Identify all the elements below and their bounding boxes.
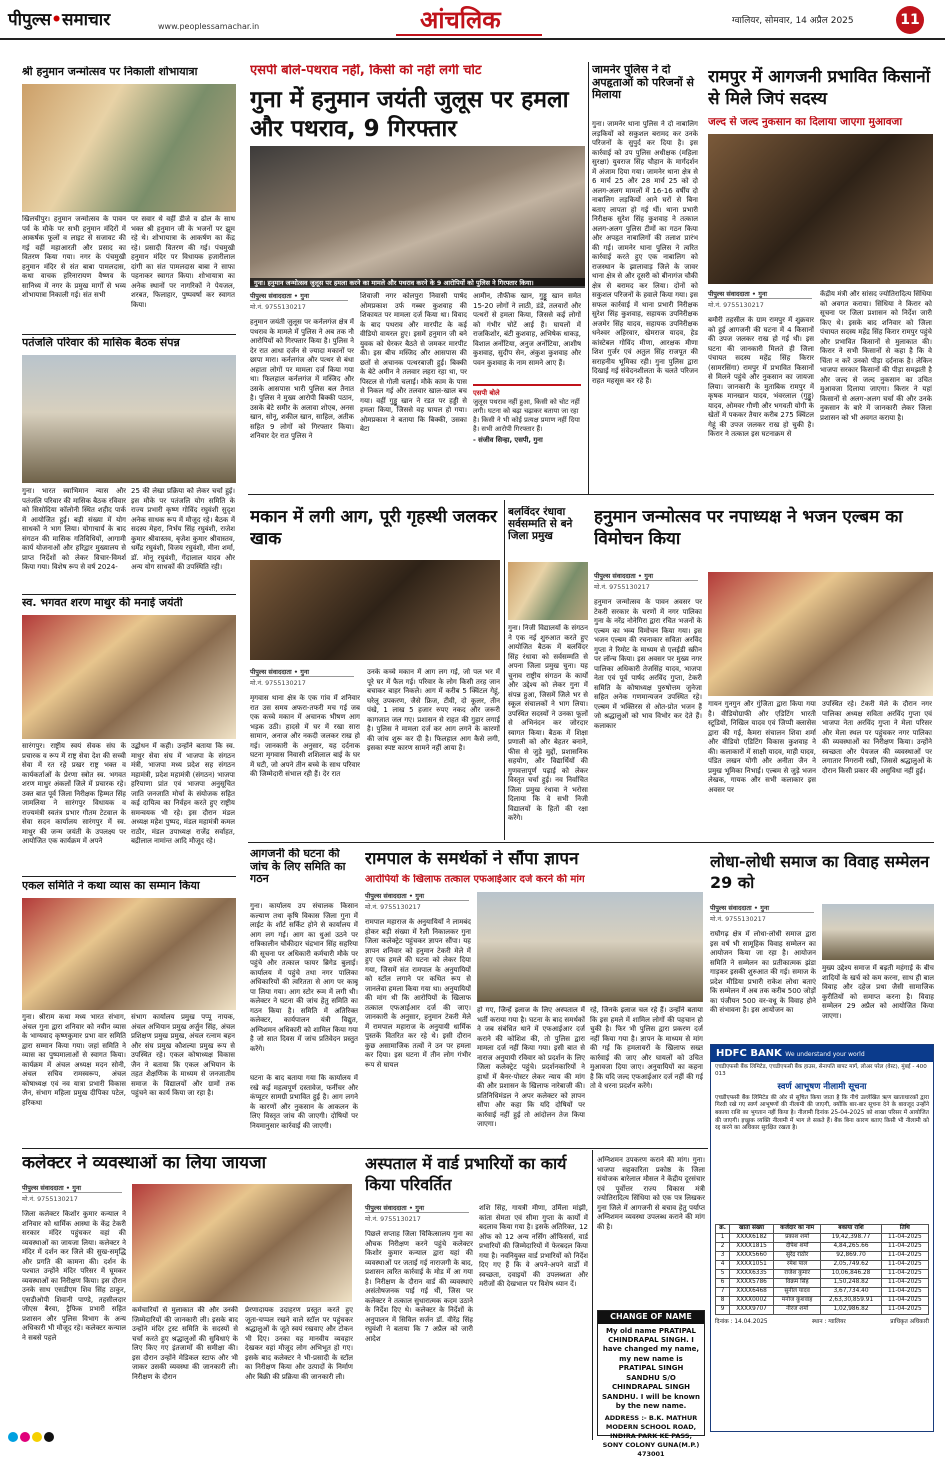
hdfc-title: स्वर्ण आभूषण नीलामी सूचना bbox=[777, 1081, 867, 1092]
lodha-col2: मुख्य उद्देश्य समाज में बढ़ती महंगाई के बीच शादियों के खर्च को कम करना, साथ ही बाल विवाह और दहेज प्रथा जैसी सामाजिक कुरीतियों को समाप्त करना है। विवाह सम्मेलन 29 अप्रैल को आयोजित किया जाएगा। bbox=[822, 964, 934, 1020]
fire-house-mobile: मो.नं. 9755130217 bbox=[250, 679, 306, 687]
table-row bbox=[716, 1269, 929, 1278]
table-cell: 19,42,398.77 bbox=[821, 1233, 881, 1242]
lodha-byline: पीपुल्स संवाददाता • गुना bbox=[710, 904, 814, 913]
bhajan-mobile: मो.नं. 9755130217 bbox=[594, 583, 650, 591]
table-cell: 92,869.70 bbox=[821, 1251, 881, 1260]
patanjali-text-right: 25 की लेखा प्रक्रिया को लेकर चर्चा हुई। इस मौके पर पतंजलि योग समिति के राज्य प्रभारी कृष्ण गोविंद रघुवंशी सुदृश अनेक साधक रूप में मौजूद रहे। बैठक में सदस्य मेहरा, निर्भय सिंह रघुवंशी, राजेश कुमार श्रीवास्तव, बृजेश कुमार श्रीवास्तव, धर्मेंद्र रघुवंशी, विजय रघुवंशी, मीना शर्मा, डॉ. मोनू रघुवंशी, गेंदालाल यादव और अन्य योग साधकों की उपस्थिति रही। bbox=[131, 487, 235, 572]
table-cell: दीपेश शर्मा bbox=[773, 1242, 821, 1251]
table-cell: 9 bbox=[716, 1305, 730, 1314]
table-cell: मनोज कुशवाह bbox=[773, 1296, 821, 1305]
table-cell: 11-04-2025 bbox=[881, 1287, 928, 1296]
table-cell: XXXX0002 bbox=[730, 1296, 774, 1305]
table-cell: सुरेंद्र राठौर bbox=[773, 1251, 821, 1260]
shobhayatra-photo bbox=[22, 84, 236, 212]
aagjani-committee-text: गुना। कार्यालय उप संचालक किसान कल्याण तथा कृषि विकास जिला गुना में लाईट के शॉर्ट सर्किट होने से कार्यालय में आग लग गई। आग का धुआं उठने पर रात्रिकालीन चौकीदार चंद्रभान सिंह सहरिया की सूचना पर अधिकारी कर्मचारी मौके पर पहुंचे और तत्काल फायर ब्रिगेड बुलाई। कार्यालय में पहुंचे तथा नगर पालिका अधिकारियों की त्वरितता से आग पर काबू पा लिया गया। आग स्टोर रूम में लगी थी। कलेक्टर ने घटना की जांच हेतु समिति का गठन किया है। समिति में अतिरिक्त कलेक्टर, कार्यपालन यंत्री विद्युत, अग्निशमन अधिकारी को शामिल किया गया है जो सात दिवस में जांच प्रतिवेदन प्रस्तुत करेंगे। bbox=[250, 902, 358, 1053]
hdfc-table-body bbox=[716, 1233, 929, 1314]
patanjali-photo bbox=[22, 355, 236, 483]
hospital-col2: शशि सिंह, गायत्री मीणा, उर्मिला मांझी, कांता सेमता एवं सीमा गुप्ता के कार्यों में बदलाव किया गया है। इसके अतिरिक्त, 12 ऑफ को 12 अन्य नर्सिंग ऑफिसर्स, वार्ड प्रभारियों की जिम्मेदारियों में फेरबदल किया गया है। नवनियुक्त वार्ड प्रभारियों को निर्देश दिए गए हैं कि वे अपने-अपने वार्डों में स्वच्छता, दवाइयों की उपलब्धता और मरीजों की देखभाल पर विशेष ध्यान दें। bbox=[479, 1204, 588, 1289]
bhajan-col3: उपस्थित रहे। टेकरी मेले के दौरान नगर पालिका अध्यक्ष सविता अरविंद गुप्ता एवं भाजपा नेता अरविंद गुप्ता ने मेला परिसर और मेला स्थल पर पहुंचकर नगर पालिका की व्यवस्थाओं का निरीक्षण किया। उन्होंने स्वच्छता और पेयजल की व्यवस्थाओं पर लगातार निगरानी रखी, जिससे श्रद्धालुओं के दौरान किसी प्रकार की असुविधा नहीं हुई। bbox=[822, 700, 932, 775]
website-url[interactable]: www.peoplessamachar.in bbox=[158, 22, 260, 31]
patanjali-headline: पतंजलि परिवार की मासिक बैठक संपन्न bbox=[22, 337, 180, 349]
rampal-col3: रहे, जिनके इलाज चल रहे हैं। उन्होंने बताया कि इस हमले में शामिल लोगों की पहचान हो चुकी है। फिर भी पुलिस द्वारा प्रकरण दर्ज नहीं किया गया है। ज्ञापन के माध्यम से मांग की गई कि हमलावरों के खिलाफ सख्त कार्रवाई की जाए और घायलों को उचित मुआवजा दिया जाए। अनुयायियों का कहना है कि यदि जल्द एफआईआर दर्ज नहीं की गई तो वे धरना प्रदर्शन करेंगे। bbox=[590, 1006, 703, 1091]
quote-source: एसपी बोले bbox=[473, 389, 500, 397]
aagjani-committee-headline: आगजनी की घटना की जांच के लिए समिति का गठन bbox=[250, 848, 346, 886]
table-cell: 1,50,248.82 bbox=[821, 1278, 881, 1287]
aagjani-committee-text2: घटना के बाद बताया गया कि कार्यालय में रखे कई महत्वपूर्ण दस्तावेज, फर्नीचर और कंप्यूटर सामग्री प्रभावित हुई है। आग लगने के कारणों और नुकसान के आकलन के लिए विस्तृत जांच की जाएगी। दोषियों पर नियमानुसार कार्रवाई की जाएगी। bbox=[250, 1074, 358, 1130]
guna-lead-byline: पीपुल्स संवाददाता • गुना bbox=[250, 292, 348, 301]
mathur-headline: स्व. भगवत शरण माथुर की मनाई जयंती bbox=[22, 597, 183, 609]
rampur-headline: रामपुर में आगजनी प्रभावित किसानों से मिले जिपं सदस्य bbox=[708, 67, 931, 110]
table-cell: 11-04-2025 bbox=[881, 1233, 928, 1242]
hospital-byline: पीपुल्स संवाददाता • गुना bbox=[365, 1204, 469, 1213]
table-cell: XXXX1051 bbox=[730, 1260, 774, 1269]
change-of-name-body: My old name PRATIPAL CHINDRAPAL SINGH. I have changed my name, my new name is PRATIPAL SINGH SANDHU S/O CHINDRAPAL SINGH SANDHU. I will be known by the new name. bbox=[602, 1326, 701, 1411]
table-cell: सुनील यादव bbox=[773, 1287, 821, 1296]
print-registration-mark bbox=[20, 1432, 30, 1442]
collector-text-right: प्रेरणादायक उदाहरण प्रस्तुत करते हुए जूता-चप्पल रखने वाले स्टॉल पर पहुंचकर श्रद्धालुओं के जूते स्वयं रखवाए और टोकन भी दिए। उनका यह मानवीय व्यवहार देखकर वहां मौजूद लोग अभिभूत हो गए। इसके बाद कलेक्टर ने भी-प्रसादी के स्टॉल का निरीक्षण किया और उत्पादों के निर्माण और बिक्री की प्रक्रिया की जानकारी ली। bbox=[245, 1306, 353, 1381]
hdfc-footer bbox=[711, 1317, 933, 1329]
hdfc-table-wrap bbox=[711, 1222, 933, 1317]
rampal-mobile: मो.नं. 9755130217 bbox=[365, 903, 421, 911]
table-cell: 11-04-2025 bbox=[881, 1278, 928, 1287]
jamner-text: गुना। जामनेर थाना पुलिस ने दो नाबालिग लड़कियों को सकुशल बरामद कर उनके परिजनों के सुपुर्द कर दिया है। इस कार्रवाई को उप पुलिस अधीक्षक (महिला सुरक्षा) युवराज सिंह चौहान के मार्गदर्शन में अंजाम दिया गया। जामनेर थाना क्षेत्र से 6 मार्च 25 और 28 मार्च 25 को दो अलग-अलग मामलों में 16-16 वर्षीय दो नाबालिग लड़कियों आने घरों से बिना बताए लापता हो गई थीं। थाना प्रभारी निरीक्षक सुरेश सिंह कुशवाह ने तत्काल अलग-अलग पुलिस टीमों का गठन किया और अपहृत नाबालिगों की तलाश प्रारंभ की गई। जामनेर थाना पुलिस ने त्वरित कार्रवाई करते हुए एक नाबालिग को राजस्थान के झालावाड़ जिले के जावर थाना क्षेत्र से और दूसरी को बीनागंज चौकी क्षेत्र से बरामद कर लिया। दोनों को सकुशल परिजनों के हवाले किया गया। इस सफल कार्रवाई में थाना प्रभारी निरीक्षक सुरेश सिंह कुशवाह, सहायक उपनिरीक्षक अजमेर सिंह यादव, सहायक उपनिरीक्षक धनेश्वर अहिरवार, खेमराज यादव, हेड कांस्टेबल गोविंद मीणा, आरक्षक मीणा शिश गुर्जर एवं अतुल सिंह राजपूत की सराहनीय भूमिका रही। गुना पुलिस द्वारा दिखाई गई संवेदनशीलता के चलते परिजन राहत महसूस कर रहे हैं। bbox=[592, 120, 698, 385]
rampur-byline: पीपुल्स संवाददाता • गुना bbox=[708, 290, 812, 299]
table-cell: 3,67,734.40 bbox=[821, 1287, 881, 1296]
table-cell: 11-04-2025 bbox=[881, 1296, 928, 1305]
rampur-photo bbox=[708, 134, 933, 284]
balvinder-text: गुना। निजी विद्यालयों के संगठन ने एक नई शुरुआत करते हुए आयोजित बैठक में बलविंदर सिंह रंधावा को सर्वसम्मति से अपना जिला प्रमुख चुना। यह चुनाव राष्ट्रीय संगठन के कार्यों और उद्देश्य को लेकर गुना में संपन्न हुआ, जिसमें जिले भर से स्कूल संचालकों ने भाग लिया। उपस्थित सदस्यों ने उनका फूलों से अभिनंदन कर जोरदार स्वागत किया। बैठक में शिक्षा प्रणाली को और बेहतर बनाने, फीस से जुड़े मुद्दों, प्रशासनिक सहयोग, और विद्यार्थियों की गुणवत्तापूर्ण पढ़ाई को लेकर विस्तृत चर्चा हुई। नव निर्वाचित जिला प्रमुख रंधावा ने भरोसा दिलाया कि वे सभी निजी विद्यालयों के हितों की रक्षा करेंगे। bbox=[508, 624, 588, 823]
hdfc-table-header-cell: बकाया राशि bbox=[821, 1224, 881, 1233]
table-cell: XXXX9707 bbox=[730, 1305, 774, 1314]
table-row bbox=[716, 1233, 929, 1242]
hdfc-table-header-cell: क्र. bbox=[716, 1224, 730, 1233]
table-cell: 10,06,846.28 bbox=[821, 1269, 881, 1278]
bhajan-byline: पीपुल्स संवाददाता • गुना bbox=[594, 572, 698, 581]
hdfc-footer-date: दिनांक : 14.04.2025 bbox=[715, 1318, 768, 1325]
guna-lead-mobile: मो.नं. 9755130217 bbox=[250, 303, 306, 311]
guna-lead-kicker: एसपी बोले-पथराव नहीं, किसी को नहीं लगी चोट bbox=[250, 64, 482, 78]
collector-byline: पीपुल्स संवाददाता • गुना bbox=[22, 1184, 122, 1193]
mathur-photo bbox=[22, 615, 236, 739]
rampal-headline: रामपाल के समर्थकों ने सौंपा ज्ञापन bbox=[365, 850, 579, 869]
hospital-headline: अस्पताल में वार्ड प्रभारियों का कार्य किया परिवर्तित bbox=[365, 1154, 567, 1194]
fire-house-headline: मकान में लगी आग, पूरी गृहस्थी जलकर खाक bbox=[250, 507, 497, 550]
print-registration-mark bbox=[8, 1432, 18, 1442]
hdfc-address: एचडीएफसी बैंक लिमिटेड, एचडीएफसी बैंक हाउस, सेनापति बापट मार्ग, लोअर परेल (वेस्ट), मुंबई - 400 013 bbox=[715, 1064, 927, 1078]
guna-lead-col2: शिवाजी नगर कोलपुरा निवासी पार्षद ओमप्रकाश उर्फ गब्बर कुशवाह की शिकायत पर मामला दर्ज किया था। विवाद के बाद पथराव और मारपीट के कई वीडियो वायरल हुए। इसमें हनुमान जी बने युवक को घेरकर बैठते से जमकर मारपीट की। इस बीच मस्जिद और आसपास की छतों से अचानक पत्थरबाजी हुई। बिक्की के बेटे अमीन ने तलवार लहरा रहा था, पर पिस्टल से गोली चलाई। मौके काम के पास से निकल गई और तलवार खाल-खाल बच गया। वहीं गुड्डू खान ने रडत पर हड्डी से हमला किया, जिससे वह घायल हो गया। ओमप्रकाश ने बताया कि बिक्की, उसका बेटा bbox=[360, 292, 467, 434]
table-cell: नीरज शर्मा bbox=[773, 1305, 821, 1314]
collector-headline: कलेक्टर ने व्यवस्थाओं का लिया जायजा bbox=[22, 1154, 266, 1173]
table-cell: 5 bbox=[716, 1269, 730, 1278]
patanjali-text-left: गुना। भारत स्वाभिमान न्यास और पतंजलि परिवार की मासिक बैठक रविवार को सिसोदिया कॉलोनी स्थित शहीद पार्क में आयोजित हुई। बड़ी संख्या में योग साधकों ने भाग लिया। योगाचार्य के बाद संगठन की मासिक गतिविधियों, आगामी कार्य योजनाओं और हरिद्वार मुख्यालय से प्राप्त निर्देशों को लेकर विचार-विमर्श किया गया। विशेष रूप से वर्ष 2024- bbox=[22, 487, 126, 572]
hdfc-body: एचडीएफसी बैंक लिमिटेड की ओर से सूचित किया जाता है कि नीचे उल्लेखित ऋण खाताधारकों द्वारा गिरवी रखे गए स्वर्ण आभूषणों की नीलामी की जाएगी, क्योंकि बार-बार सूचना देने के बावजूद उन्होंने बकाया राशि का भुगतान नहीं किया है। नीलामी दिनांक 25-04-2025 को शाखा परिसर में आयोजित की जाएगी। इच्छुक व्यक्ति नीलामी में भाग ले सकते हैं। बैंक बिना कारण बताए किसी भी नीलामी को रद्द करने का अधिकार सुरक्षित रखता है। bbox=[715, 1094, 929, 1132]
table-cell: 1,02,986.82 bbox=[821, 1305, 881, 1314]
divider bbox=[248, 842, 934, 843]
shobhayatra-headline: श्री हनुमान जन्मोत्सव पर निकाली शोभायात्रा bbox=[22, 66, 198, 78]
guna-lead-col1: हनुमान जयंती जुलूस पर कर्नलगंज क्षेत्र में पथराव के मामले में पुलिस ने अब तक नौ आरोपियों को गिरफ्तार किया है। पुलिस ने देर रात आधा दर्जन से ज्यादा मकानों पर छापा मारा। कर्नलगंज और पत्थर से बंधा अहाता लोगों पर मामला दर्ज किया गया था। फिलहाल कर्नलगंज में मस्जिद और उसके आसपास भारी पुलिस बल तैनात है। पुलिस ने मुख्य आरोपी बिक्की पठान, उसके बेटे समीर के अलावा शोएब, अनस खान, सोनू, शकील खान, साहिल, अतीक सहित 9 लोगों को गिरफ्तार किया। शनिवार देर रात पुलिस ने bbox=[250, 318, 354, 441]
shobhayatra-text-left: खिलचीपुर। हनुमान जन्मोत्सव के पावन पर्व के मौके पर सभी हनुमान मंदिरों में आकर्षक फूलों व लाइट से सजावट की गई वहीं महाआरती और प्रसाद का वितरण किया गया। नगर के पंचमुखी हनुमान मंदिर से संत बाबा पामलदास, कथा वाचक हरिनारायण वैष्णव के सानिध्य में नगर के प्रमुख मार्गों से भव्य शोभायात्रा निकाली गई। संत सभी bbox=[22, 215, 126, 300]
ekal-text-right: संभाग कार्यालय प्रमुख पप्पू नायक, अंचल अभियान प्रमुख अर्जुन सिंह, अंचल प्रशिक्षण प्रमुख प्रमुख, अंचल रत्नाम बहन और संघ प्रमुख कौशल्या प्रमुख रूप से उपस्थित रहे। एकल कोषाध्यक्ष विकास जैन ने बताया कि एकल अभियान के तहत शैक्षणिक के माध्यम से जनजातीय समाज के विद्यालयों और ग्रामों तक पहुंचने का कार्य किया जा रहा है। bbox=[131, 1013, 235, 1098]
table-cell: रमेश पाल bbox=[773, 1260, 821, 1269]
quote-text: जुलूस पथराव नहीं हुआ, किसी को चोट नहीं लगी। घटना को बढ़ा चढ़ाकर बताया जा रहा है। किसी ने भी कोई प्रत्यक्ष प्रमाण नहीं दिया है। सभी आरोपी गिरफ्तार हैं। bbox=[473, 397, 580, 433]
dateline: ग्वालियर, सोमवार, 14 अप्रैल 2025 bbox=[732, 16, 854, 26]
table-cell: XXXX5660 bbox=[730, 1251, 774, 1260]
bhajan-photo bbox=[708, 572, 933, 696]
fire-awareness-text: अग्निशमन उपकरण कराने की मांग। गुना। भाजपा सहकारिता प्रकोष्ठ के जिला संयोजक बारेलाल मौसल ने केंद्रीय दूरसंचार एवं पूर्वोत्तर राज्य विकास मंत्री ज्योतिरादित्य सिंधिया को एक पत्र लिखकर गुना जिले में आगजनी से बचाव हेतु पर्याप्त अग्निशमन व्यवस्था उपलब्ध कराने की मांग की है। bbox=[597, 1156, 705, 1231]
table-cell: 11-04-2025 bbox=[881, 1242, 928, 1251]
ekal-text-left: गुना। श्रीराम कथा मध्य भारत संभाग, अंचल गुना द्वारा शनिवार को नवीन व्यास के भाग्यवाद कृष्णकुमार प्रभा वार समिति द्वारा सम्मान किया गया। जहां समिति ने व्यास का पुष्पमालाओं से स्वागत किया। कार्यक्रम में अंचल अध्यक्ष मदन सोनी, अंचल सचिव रामस्वरूप, अंचल कोषाध्यक्ष एवं नव यात्रा प्रभारी विकास जैन, संभाग महिला प्रमुख दीपिका पटेल, हरिकथा bbox=[22, 1013, 126, 1107]
hdfc-table-header-cell: खाता संख्या bbox=[730, 1224, 774, 1233]
table-cell: 6 bbox=[716, 1278, 730, 1287]
ekal-photo bbox=[22, 898, 236, 1010]
guna-lead-photo-caption: गुना। हनुमान जन्मोत्सव जुलूस पर हमला करने का मामले और पथराव करने के 9 आरोपियों को पुलिस ने गिरफ्तार किया। bbox=[250, 278, 585, 288]
hospital-mobile: मो.नं. 9755130217 bbox=[365, 1215, 421, 1223]
lodha-col1: राघौगढ़ क्षेत्र में लोधा-लोधी समाज द्वारा इस वर्ष भी सामूहिक विवाह सम्मेलन का आयोजन किया जा रहा है। आयोजन समिति ने सम्मेलन का प्रतीकात्मक झंडा गाड़कर इसकी शुरुआत की गई। समाज के प्रदेश मीडिया प्रभारी राकेश लोधा बताएं कि सम्मेलन में अब तक करीब 500 जोड़ों का पंजीयन 500 वर-वधू के विवाह होने की संभावना है। इस आयोजन का bbox=[710, 930, 816, 1015]
table-cell: 11-04-2025 bbox=[881, 1260, 928, 1269]
hdfc-table-header-cell: कर्जदार का नाम bbox=[773, 1224, 821, 1233]
table-cell: 4,84,265.66 bbox=[821, 1242, 881, 1251]
table-row bbox=[716, 1296, 929, 1305]
table-cell: XXXX5786 bbox=[730, 1278, 774, 1287]
table-cell: 2,05,749.62 bbox=[821, 1260, 881, 1269]
table-row bbox=[716, 1287, 929, 1296]
lodha-mobile: मो.नं. 9755130217 bbox=[710, 915, 766, 923]
lodha-headline: लोधा-लोधी समाज का विवाह सम्मेलन 29 को bbox=[710, 852, 930, 892]
divider bbox=[22, 334, 236, 335]
guna-lead-col3: आमीन, तौफीक खान, गुड्डू खान समेत 15-20 लोगों ने लाठी, डंडे, तलवारों और पत्थरों से हमला किया, जिससे कई लोगों को गंभीर चोटें आई हैं। घायलों में राजकिशोर, बंटी कुशवाह, अभिषेक धाकड़, विशाल अर्नोटिया, अनुज अर्नोटिया, आशीष कुशवाह, सुदीप सेन, अंकुश कुशवाह और पवन कुशवाह के नाम सामने आए हैं। bbox=[473, 292, 581, 367]
rampur-col2: केंद्रीय मंत्री और सांसद ज्योतिरादित्य सिंधिया को अवगत कराया। सिंधिया ने किरार को सूचना पर जिला प्रशासन को निर्देश जारी किए थे। इसके बाद शनिवार को जिला पंचायत सदस्य महेंद्र सिंह किरार रामपुर पहुंचे और प्रभावित किसानों से मुलाकात की। किरार ने सभी किसानों से कहा है कि वे चिंता न करें उनको पीड़ा दर्दनाक है। लेकिन भाजपा सरकार किसानों की पीड़ा समझती है और जल्द से जल्द नुकसान का उचित मुआवजा दिलाया जाएगा। किरार ने यहां किसानों से अलग-अलग चर्चा की और उनके नुकसान के बारे में जानकारी लेकर जिला प्रशासन को भी अवगत कराया है। bbox=[820, 290, 932, 422]
table-cell: 4 bbox=[716, 1260, 730, 1269]
rampur-mobile: मो.नं. 9755130217 bbox=[708, 301, 764, 309]
ekal-headline: एकल समिति ने कथा व्यास का सम्मान किया bbox=[22, 880, 200, 892]
table-row bbox=[716, 1278, 929, 1287]
hdfc-brand: HDFC BANK We understand your world bbox=[711, 1045, 933, 1062]
fire-house-photo bbox=[250, 560, 500, 660]
rampur-col1: बमौरी तहसील के ग्राम रामपुर में शुक्रवार को हुई आगजनी की घटना में 4 किसानों की उपज जलकर राख हो गई थी। इस घटना की जानकारी मिलते ही जिला पंचायत सदस्य महेंद्र सिंह किरार (सामरसिंगा) रामपुर में प्रभावित किसानों से मिलने पहुंचे और नुकसान का जायजा लिया। जानकारी के मुताबिक रामपुर में कृषक मानखान यादव, भंवरलाल (गुड्डू) यादव, ओमवर गौणी और भगवती योगी के खेतों में पककर तैयार करीब 275 क्विंटल गेहूं की उपज जलकर राख हो चुकी है। किरार ने तत्काल इस घटनाक्रम से bbox=[708, 316, 814, 439]
change-of-name-title: CHANGE OF NAME bbox=[598, 1311, 704, 1324]
shobhayatra-text-right: पर सवार थे वहीं डीजे व ढोल के साथ भक्त श्री हनुमान जी के भजनों पर झूम रहे थे। शोभायात्रा के आकर्षण का केंद्र रहे। प्रसादी वितरण की गई। पंचमुखी हनुमान मंदिर पर विधायक हजारीलाल दांगी का संत पामलदास बाबा ने साफा पहनाकर स्वागत किया। शोभायात्रा का अनेक स्थानों पर नागरिकों ने पेयजल, शरबत, फिलाहार, पुष्पवर्षा कर स्वागत किया। bbox=[131, 215, 235, 309]
column-rule bbox=[588, 62, 589, 494]
table-cell: राजेश कुमार bbox=[773, 1269, 821, 1278]
table-row bbox=[716, 1305, 929, 1314]
section-underline bbox=[396, 34, 542, 36]
mathur-text-left: सारंगपुर। राष्ट्रीय स्वयं सेवक संघ के प्रचारक व रूप में राष्ट्र सेवा देश की सच्ची सेवा में रत रहे प्रखर राष्ट्र भक्त व कार्यकर्ताओं के प्रेरणा स्त्रोत स्व. भगवत शरण माथुर अंकलों जिले में प्रचारक रहे। उक्त बात पूर्व जिला निरीक्षक हिम्मत सिंह जामलिया ने सारंगपुर विधायक व राज्यमंत्री स्वतंत्र प्रभार गौतम टेटवाल के सेवा सदन कार्यालय सारंगपुर में स्व. माथुर की जन्म जयंती के उपलक्ष्य पर आयोजित एक कार्यक्रम में अपने bbox=[22, 742, 126, 846]
table-cell: विक्रम सिंह bbox=[773, 1278, 821, 1287]
page-number: 11 bbox=[896, 6, 924, 34]
table-cell: 8 bbox=[716, 1296, 730, 1305]
bhajan-headline: हनुमान जन्मोत्सव पर नपाध्यक्ष ने भजन एल्बम का विमोचन किया bbox=[594, 507, 903, 550]
divider bbox=[248, 494, 934, 495]
table-cell: 11-04-2025 bbox=[881, 1251, 928, 1260]
newspaper-logo: पीपुल्स•समाचार bbox=[8, 10, 111, 30]
table-cell: XXXX6182 bbox=[730, 1233, 774, 1242]
table-cell: XXXX1815 bbox=[730, 1242, 774, 1251]
rampal-col1: रामपाल महाराज के अनुयायियों ने लामबंद होकर बड़ी संख्या में रैली निकालकर गुना जिला कलेक्ट्रेट पहुंचकर ज्ञापन सौंपा। यह ज्ञापन शनिवार को हनुमान टेकरी मेले में हुए एक हमले की घटना को लेकर दिया गया, जिसमें संत रामपाल के अनुयायियों को स्टॉल लगाने पर कथित रूप से जानलेवा हमला किया गया था। अनुयायियों की मांग थी कि आरोपियों के खिलाफ तत्काल एफआईआर दर्ज की जाए। जानकारी के अनुसार, हनुमान टेकरी मेले में रामपाल महाराज के अनुयायी धार्मिक पुस्तकें वितरित कर रहे थे। इसी दौरान कुछ असामाजिक तत्वों ने उन पर हमला कर दिया। इस घटना में तीन लोग गंभीर रूप से घायल bbox=[365, 918, 471, 1069]
balvinder-headline: बलविंदर रंधावा सर्वसम्मति से बने जिला प्रमुख bbox=[508, 506, 573, 543]
table-cell: 2 bbox=[716, 1242, 730, 1251]
collector-mobile: मो.नं. 9755130217 bbox=[22, 1195, 78, 1203]
hdfc-table-header-cell: तिथि bbox=[881, 1224, 928, 1233]
lodha-photo bbox=[822, 904, 934, 960]
table-row bbox=[716, 1242, 929, 1251]
fire-house-col1: मृगवास थाना क्षेत्र के एक गांव में शनिवार रात उस समय अफरा-तफरी मच गई जब एक कच्चे मकान में अचानक भीषण आग भड़क उठी। हादसे में घर में रखा सारा सामान, अनाज और नकदी जलकर राख हो गई। जानकारी के अनुसार, यह दर्दनाक घटना मृगवास निवासी शशिलाल बाई के घर में घटी, जो अपने तीन बच्चे के साथ परिवार की जिम्मेदारी संभाल रही हैं। देर रात bbox=[250, 694, 360, 779]
table-cell: XXXX6468 bbox=[730, 1287, 774, 1296]
hdfc-footer-sign: प्राधिकृत अधिकारी bbox=[890, 1318, 929, 1325]
masthead bbox=[0, 0, 945, 40]
jamner-headline: जामनेर पुलिस ने दो अपहृताओं को परिजनों से मिलाया bbox=[592, 64, 694, 102]
collector-text-mid: कर्मचारियों से मुलाकात की और उनकी जिम्मेदारियों की जानकारी ली। इसके बाद उन्होंने मंदिर ट्रस्ट समिति के सदस्यों से चर्चा करते हुए श्रद्धालुओं की सुविधाएं के लिए किए गए इंतजामों की समीक्षा की। इस दौरान उन्होंने मेडिकल स्टाफ और भी जाकर उसकी व्यवस्था की जानकारी ली। निरीक्षण के दौरान bbox=[132, 1306, 238, 1381]
bhajan-col1: हनुमान जन्मोत्सव के पावन अवसर पर टेकरी सरकार के चरणों में नगर पालिका गुना के नरेंद्र नोनेगिरा द्वारा रचित भजनों के एल्बम का भव्य विमोचन किया गया। इस भजन एल्बम की रचनाकार सविता अरविंद गुप्ता ने रिमोट के माध्यम से एलईडी स्क्रीन पर लॉन्च किया। इस अवसर पर मुख्य नगर पालिका अधिकारी तेजसिंह यादव, भाजपा नेता एवं पूर्व पार्षद अरविंद गुप्ता, टेकरी समिति के कोषाध्यक्ष पुरुषोत्तम जुनेजा सहित अनेक गणमान्यजन उपस्थित रहे। एल्बम में भक्तिरस से ओत-प्रोत भजन हैं जो श्रद्धालुओं को भाव विभोर कर देते हैं। कलाकार bbox=[594, 598, 702, 730]
fire-house-col2: उनके कच्चे मकान में आग लग गई, जो पल भर में पूरे घर में फैल गई। परिवार के लोग किसी तरह जान बचाकर बाहर निकले। आग में करीब 5 क्विंटल गेहूं, घरेलू उपकरण, जैसे फ्रिज, टीवी, दो कूलर, तीन पंखे, 1 लाख 5 हजार रुपए नकद और जरूरी कागजात जल गए। प्रशासन से राहत की गुहार लगाई है। पुलिस ने मामला दर्ज कर आग लगने के कारणों की जांच शुरू कर दी है। फिलहाल आग कैसे लगी, इसका स्पष्ट कारण सामने नहीं आया है। bbox=[367, 668, 500, 753]
quote-name: - संजीव सिन्हा, एसपी, गुना bbox=[473, 435, 543, 444]
table-cell: 1 bbox=[716, 1233, 730, 1242]
divider bbox=[22, 876, 236, 877]
hdfc-table bbox=[715, 1224, 929, 1315]
hdfc-auction-notice bbox=[710, 1044, 934, 1432]
print-registration-mark bbox=[44, 1432, 54, 1442]
collector-text-left: जिला कलेक्टर किशोर कुमार कन्याल ने शनिवार को धार्मिक आस्था के केंद्र टेकरी सरकार मंदिर पहुंचकर वहां की व्यवस्थाओं का जायजा लिया। कलेक्टर ने मंदिर में दर्शन कर जिले की सुख-समृद्धि और प्रगति की कामना की। दर्शन के पश्चात उन्होंने मंदिर परिसर में घूमकर व्यवस्थाओं का निरीक्षण किया। इस दौरान उनके साथ एसडीएम शिव सिंह ठाकुर, एसडीओपी शिवानी पाण्डे, तहसीलदार जीएस बैरवा, ट्रैफिक प्रभारी सहित प्रशासन और पुलिस विभाग के अन्य अधिकारी भी मौजूद रहे। कलेक्टर कन्याल ने सबसे पहले bbox=[22, 1210, 126, 1342]
table-cell: 2,63,30,859.91 bbox=[821, 1296, 881, 1305]
table-row bbox=[716, 1251, 929, 1260]
balvinder-photo bbox=[508, 562, 588, 620]
table-cell: 7 bbox=[716, 1287, 730, 1296]
rampur-subhead: जल्द से जल्द नुकसान का दिलाया जाएगा मुआवजा bbox=[708, 116, 903, 128]
column-rule bbox=[592, 1150, 593, 1440]
rampal-photo bbox=[477, 892, 703, 1002]
divider bbox=[22, 1148, 708, 1149]
table-cell: 11-04-2025 bbox=[881, 1305, 928, 1314]
section-title: आंचलिक bbox=[420, 6, 501, 34]
rampal-col2: हो गए, जिन्हें इलाज के लिए अस्पताल में भर्ती कराया गया है। घटना के बाद समर्थकों ने जब संबंधित थाने में एफआईआर दर्ज कराने की कोशिश की, तो पुलिस द्वारा मामला दर्ज नहीं किया गया। इसी बात से नाराज अनुयायी रविवार को प्रदर्शन के लिए जिला कलेक्ट्रेट पहुंचे। प्रदर्शनकारियों ने हाथों में बैनर-पोस्टर लेकर न्याय की मांग की और प्रशासन के खिलाफ नारेबाजी की। प्रतिनिधिमंडल ने अपर कलेक्टर को ज्ञापन सौंपा और कहा कि यदि दोषियों पर कार्रवाई नहीं हुई तो आंदोलन तेज किया जाएगा। bbox=[477, 1006, 585, 1129]
table-cell: प्रकाश शर्मा bbox=[773, 1233, 821, 1242]
collector-photo bbox=[132, 1184, 352, 1302]
guna-lead-photo bbox=[250, 146, 585, 286]
hospital-col1: पिछले सप्ताह जिला चिकित्सालय गुना का औचक निरीक्षण करने पहुंचे कलेक्टर किशोर कुमार कन्याल द्वारा यहां की व्यवस्थाओं पर जताई गई नाराजगी के बाद, प्रशासन त्वरित कार्रवाई के मोड में आ गया है। निरीक्षण के दौरान वार्ड की व्यवस्थाएं असंतोषजनक पाई गई थीं, जिस पर कलेक्टर ने तत्काल सुधारात्मक कदम उठाने के निर्देश दिए थे। कलेक्टर के निर्देशों के अनुपालन में सिविल सर्जन डॉ. वीरेंद्र सिंह रघुवंशी ने बताया कि 7 अप्रैल को जारी आदेश bbox=[365, 1230, 473, 1343]
guna-lead-sp-quote bbox=[473, 384, 581, 486]
rampal-byline: पीपुल्स संवाददाता • गुना bbox=[365, 892, 469, 901]
bhajan-col2: गायन गुनगुन और गुंजिता द्वारा किया गया है। वीडियोग्राफी और एडिटिंग भारती स्टूडियो, निखिल यादव एवं जिप्पी क्लासेस द्वारा की गई, कैमरा संचालन शिवा शर्मा और वीडियो एडिटिंग विकास कुशवाह ने की। कलाकारों में साक्षी यादव, माही यादव, पंडित लखन योगी और अनीता जैन ने प्रमुख भूमिका निभाई। एल्बम से जुड़े भजन लेखक, गायक और सभी कलाकार इस अवसर पर bbox=[708, 700, 816, 794]
column-rule bbox=[504, 500, 505, 840]
hdfc-table-header bbox=[716, 1224, 929, 1233]
hdfc-footer-place: स्थान : ग्वालियर bbox=[812, 1318, 846, 1325]
rampal-subhead: आरोपियों के खिलाफ तत्काल एफआईआर दर्ज करने की मांग bbox=[365, 874, 585, 885]
mathur-text-right: उद्बोधन में कही। उन्होंने बताया कि स्व. माथुर सेवा संघ में भाजपा के संगठन मंत्री, भाजपा मध्य प्रदेश सह संगठन महामंत्री, प्रदेश महामंत्री (संगठन) भाजपा हरियाणा प्रांत एवं भाजपा अनुसूचित जाति जनजाति मोर्चा के संयोजक सहित कई दायित्व का निर्वहन करते हुए राष्ट्रीय समन्वयक भी रहे। इस दौरान मंडल अध्यक्ष महेश पुष्पद, मंडल महामंत्री कमल राठौर, मंडल उपाध्यक्ष राजेंद्र सर्वाहत, बद्रीलाल नामांन्त आदि मौजूद रहे। bbox=[131, 742, 235, 846]
print-registration-mark bbox=[32, 1432, 42, 1442]
guna-lead-headline: गुना में हनुमान जयंती जुलूस पर हमला और पथराव, 9 गिरफ्तार bbox=[250, 87, 569, 142]
table-cell: 3 bbox=[716, 1251, 730, 1260]
fire-house-byline: पीपुल्स संवाददाता • गुना bbox=[250, 668, 354, 677]
change-of-name-address: ADDRESS :- B.K. MATHUR MODERN SCHOOL ROAD, INDIRA PARK KE PASS, SONY COLONY GUNA(M.P.) 473001 bbox=[602, 1414, 700, 1458]
table-cell: 11-04-2025 bbox=[881, 1269, 928, 1278]
table-row bbox=[716, 1260, 929, 1269]
change-of-name-ad bbox=[597, 1310, 705, 1458]
divider bbox=[22, 594, 236, 595]
table-cell: XXXX6335 bbox=[730, 1269, 774, 1278]
